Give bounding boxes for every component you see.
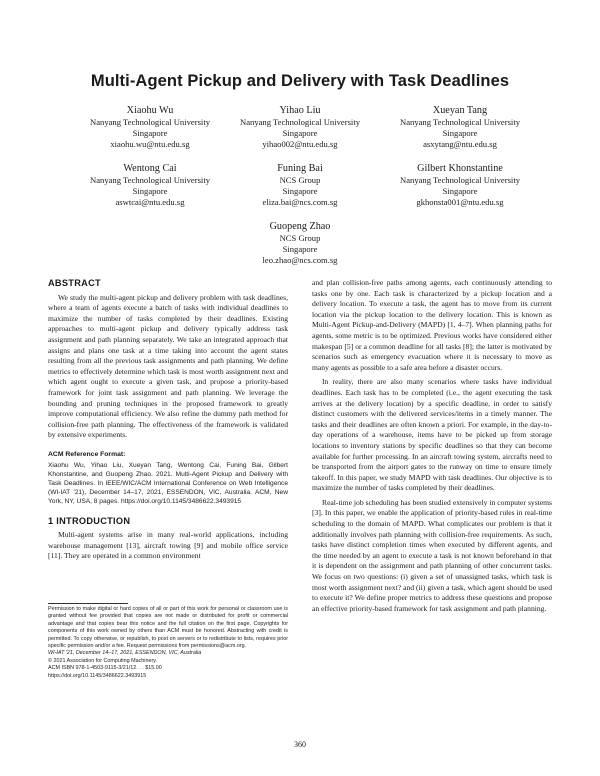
author-affiliation: Nanyang Technological University bbox=[400, 175, 520, 185]
author-location: Singapore bbox=[282, 128, 318, 138]
paper-title: Multi-Agent Pickup and Delivery with Task Deadlines bbox=[90, 72, 510, 90]
author-block bbox=[370, 162, 550, 208]
author-block bbox=[210, 104, 390, 150]
acm-reference-heading: ACM Reference Format: bbox=[48, 450, 126, 458]
copyright-line: © 2021 Association for Computing Machinery. bbox=[48, 657, 158, 664]
body-paragraph: and plan collision-free paths among agents, each continuously attending to tasks one by one. Each task is characterized by a pickup location and a delivery location. To execute a task, the agent has to move from its current location via the pickup location to the delivery location. This is known as Multi-Agent Pickup-and-Delivery (MAPD) [1, 4–7]. When planning paths for agents, some metric is to be optimized. Previous works have considered either makespan [5] or a common deadline for all tasks [8]; the latter is motivated by scenarios such as emergency evacuation where it is necessary to move as many agents as possible to a safe area before a disaster occurs. bbox=[312, 278, 552, 372]
isbn-line: ACM ISBN 978-1-4503-9115-3/21/12. . . $15.00 bbox=[48, 665, 162, 672]
left-column bbox=[48, 278, 288, 562]
page-number: 360 bbox=[294, 740, 306, 749]
abstract-heading: ABSTRACT bbox=[48, 278, 101, 288]
author-location: Singapore bbox=[442, 128, 478, 138]
author-location: Singapore bbox=[132, 186, 168, 196]
author-affiliation: Nanyang Technological University bbox=[90, 117, 210, 127]
conference-line: WI-IAT '21, December 14–17, 2021, ESSENDON, VIC, Australia bbox=[48, 650, 202, 657]
author-name: Funing Bai bbox=[277, 163, 323, 174]
author-email: leo.zhao@ncs.com.sg bbox=[262, 255, 338, 265]
author-affiliation: Nanyang Technological University bbox=[240, 117, 360, 127]
author-name: Xueyan Tang bbox=[432, 105, 488, 116]
author-email: eliza.bai@ncs.com.sg bbox=[262, 197, 338, 207]
section-heading-introduction: 1 INTRODUCTION bbox=[48, 515, 131, 526]
author-block bbox=[210, 220, 390, 266]
intro-paragraph: Multi-agent systems arise in many real-world applications, including warehouse management [13], aircraft towing [9] and mobile office service [11]. They are operated in a common environment bbox=[48, 530, 288, 561]
acm-reference-text: Xiaohu Wu, Yihao Liu, Xueyan Tang, Wentong Cai, Funing Bai, Gilbert Khonstantine, and Guopeng Zhao. 2021. Multi-Agent Pickup and Delivery with Task Deadlines. In IEEE/WIC/ACM International Conference on Web Intelligence (WI-IAT '21), December 14–17, 2021, ESSENDON, VIC, Australia. ACM, New York, NY, USA, 8 pages. https://doi.org/10.1145/3486622.3493915 bbox=[48, 461, 288, 505]
author-email: asxytang@ntu.edu.sg bbox=[423, 139, 497, 149]
author-affiliation: Nanyang Technological University bbox=[90, 175, 210, 185]
doi-line: https://doi.org/10.1145/3486622.3493915 bbox=[48, 672, 147, 679]
author-email: yihao002@ntu.edu.sg bbox=[262, 139, 338, 149]
author-email: aswtcai@ntu.edu.sg bbox=[115, 197, 185, 207]
footnote-rule bbox=[48, 603, 128, 604]
body-paragraph: Real-time job scheduling has been studied extensively in computer systems [3]. In this paper, we enable the application of priority-based rules in real-time scheduling to the domain of MAPD. What complicates our problem is that it additionally involves path planning with collision-free requirements. As such, tasks have distinct completion times when executed by different agents, and the time needed by an agent to execute a task is not known beforehand in that it is dependent on the assignment and path planning of other concurrent tasks. We focus on two questions: (i) given a set of unassigned tasks, which task is most worth assignment next? and (ii) given a task, which agent should be used to execute it? We define proper metrics to address these questions and propose an effective priority-based framework for task assignment and path planning. bbox=[312, 497, 552, 613]
author-location: Singapore bbox=[442, 186, 478, 196]
author-email: gkhonsta001@ntu.edu.sg bbox=[416, 197, 504, 207]
author-email: xiaohu.wu@ntu.edu.sg bbox=[110, 139, 190, 149]
author-location: Singapore bbox=[132, 128, 168, 138]
author-location: Singapore bbox=[282, 244, 318, 254]
permission-text: Permission to make digital or hard copies of all or part of this work for personal or classroom use is granted without fee provided that copies are not made or distributed for profit or commercial advantage and that copies bear this notice and the full citation on the first page. Copyrights for components of this work owned by others than ACM must be honored. Abstracting with credit is permitted. To copy otherwise, or republish, to post on servers or to redistribute to lists, requires prior specific permission and/or a fee. Request permissions from permissions@acm.org. bbox=[48, 606, 288, 650]
author-name: Wentong Cai bbox=[123, 163, 177, 174]
author-name: Yihao Liu bbox=[279, 105, 321, 116]
author-location: Singapore bbox=[282, 186, 318, 196]
author-name: Guopeng Zhao bbox=[269, 221, 331, 232]
author-block bbox=[370, 104, 550, 150]
author-affiliation: NCS Group bbox=[279, 233, 321, 243]
abstract-text: We study the multi-agent pickup and delivery problem with task deadlines, where a team of agents execute a batch of tasks with individual deadlines to maximize the number of tasks completed by their deadlines. Existing approaches to multi-agent pickup and delivery typically address task assignment and path planning separately. We take an integrated approach that assigns and plans one task at a time taking into account the agent states resulting from all the previous task assignments and path planning. We define metrics to effectively determine which task is most worth assignment next and which agent ought to execute a given task, and propose a priority-based framework for joint task assignment and path planning. We leverage the bounding and pruning techniques in the proposed framework to greatly improve computational efficiency. We also refine the dummy path method for collision-free path planning. The effectiveness of the framework is validated by extensive experiments. bbox=[48, 292, 288, 440]
author-affiliation: Nanyang Technological University bbox=[400, 117, 520, 127]
author-name: Xiaohu Wu bbox=[126, 105, 174, 116]
author-affiliation: NCS Group bbox=[279, 175, 321, 185]
author-name: Gilbert Khonstantine bbox=[417, 163, 503, 174]
permission-notice bbox=[48, 606, 288, 680]
body-paragraph: In reality, there are also many scenarios where tasks have individual deadlines. Each task has to be completed (i.e., the agent executing the task arrives at the delivery location) by a specific deadline, in order to satisfy distinct customers with the delivered services/items in a timely manner. The tasks and their deadlines are often known a priori. For example, in the day-to-day operations of a warehouse, items have to be picked up from storage locations to inventory stations by specific deadlines so that they can become available for further processing. In an aircraft towing system, aircrafts need to be transported from the airport gates to the runway on time to ensure timely takeoff. In this paper, we study MAPD with task deadlines. Our objective is to maximize the number of tasks completed by their deadlines. bbox=[312, 377, 552, 493]
right-column bbox=[312, 278, 552, 614]
author-block bbox=[210, 162, 390, 208]
